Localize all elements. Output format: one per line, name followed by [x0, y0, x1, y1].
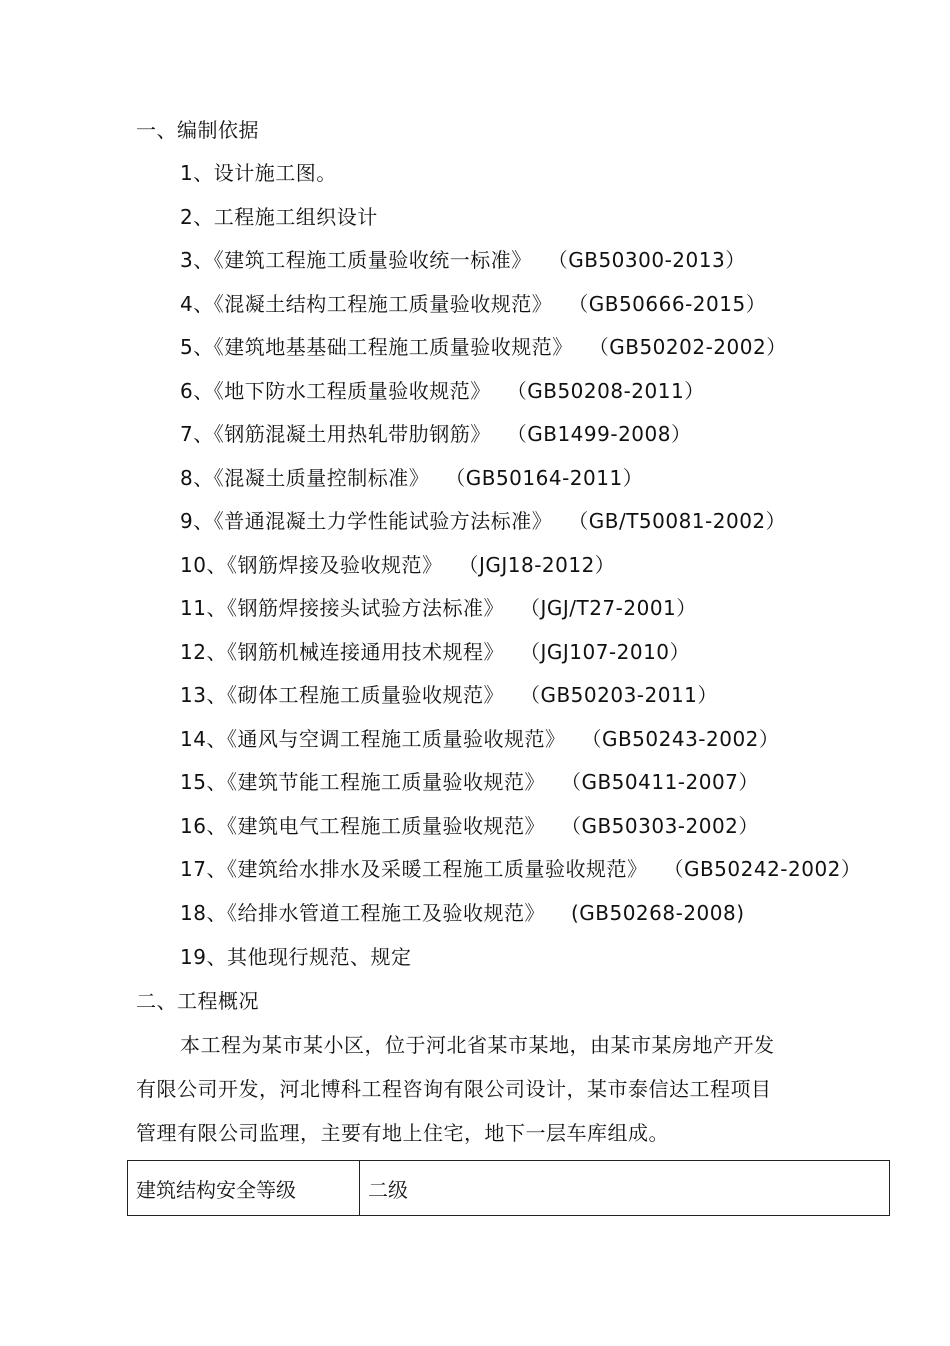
- standard-code: （JGJ107-2010）: [529, 640, 691, 664]
- standard-code: （GB50242-2002）: [673, 857, 862, 881]
- standard-code: (GB50268-2008): [570, 901, 745, 925]
- basis-item-3: 3、《建筑工程施工质量验收统一标准》 （GB50300-2013）: [180, 248, 746, 272]
- standard-code: （GB50243-2002）: [591, 727, 780, 751]
- basis-item-18: 18、《给排水管道工程施工及验收规范》 (GB50268-2008): [180, 901, 745, 925]
- standard-code: （JGJ18-2012）: [468, 553, 616, 577]
- basis-item-14: 14、《通风与空调工程施工质量验收规范》 （GB50243-2002）: [180, 727, 780, 751]
- basis-item-8: 8、《混凝土质量控制标准》 （GB50164-2011）: [180, 466, 644, 490]
- standard-code: （JGJ/T27-2001）: [529, 596, 697, 620]
- overview-paragraph-line-1: 本工程为某市某小区，位于河北省某市某地，由某市某房地产开发: [180, 1033, 775, 1057]
- basis-item-10: 10、《钢筋焊接及验收规范》 （JGJ18-2012）: [180, 553, 616, 577]
- standard-code: （GB50202-2002）: [598, 335, 787, 359]
- standard-code: （GB50300-2013）: [557, 248, 746, 272]
- table-label-cell: 建筑结构安全等级: [128, 1161, 360, 1216]
- basis-item-15: 15、《建筑节能工程施工质量验收规范》 （GB50411-2007）: [180, 770, 759, 794]
- section-heading-basis: 一、编制依据: [136, 118, 259, 142]
- standard-code: （GB50164-2011）: [455, 466, 644, 490]
- basis-item-6: 6、《地下防水工程质量验收规范》 （GB50208-2011）: [180, 379, 705, 403]
- basis-item-7: 7、《钢筋混凝土用热轧带肋钢筋》 （GB1499-2008）: [180, 422, 692, 446]
- section-heading-overview: 二、工程概况: [136, 989, 259, 1013]
- basis-item-2: 2、工程施工组织设计: [180, 205, 378, 229]
- project-info-table: [127, 1160, 890, 1216]
- basis-item-1: 1、设计施工图。: [180, 161, 337, 185]
- standard-code: （GB50666-2015）: [578, 292, 767, 316]
- standard-code: （GB/T50081-2002）: [578, 509, 787, 533]
- basis-item-19: 19、其他现行规范、规定: [180, 945, 412, 969]
- standard-code: （GB1499-2008）: [516, 422, 692, 446]
- basis-item-16: 16、《建筑电气工程施工质量验收规范》 （GB50303-2002）: [180, 814, 759, 838]
- basis-item-4: 4、《混凝土结构工程施工质量验收规范》 （GB50666-2015）: [180, 292, 767, 316]
- table-value-cell: 二级: [360, 1161, 890, 1216]
- overview-paragraph-line-3: 管理有限公司监理，主要有地上住宅，地下一层车库组成。: [136, 1121, 669, 1145]
- standard-code: （GB50203-2011）: [529, 683, 718, 707]
- basis-item-9: 9、《普通混凝土力学性能试验方法标准》 （GB/T50081-2002）: [180, 509, 787, 533]
- standard-code: （GB50411-2007）: [570, 770, 759, 794]
- standard-code: （GB50303-2002）: [570, 814, 759, 838]
- overview-paragraph-line-2: 有限公司开发，河北博科工程咨询有限公司设计，某市泰信达工程项目: [136, 1077, 772, 1101]
- basis-item-13: 13、《砌体工程施工质量验收规范》 （GB50203-2011）: [180, 683, 718, 707]
- standard-code: （GB50208-2011）: [516, 379, 705, 403]
- basis-item-11: 11、《钢筋焊接接头试验方法标准》 （JGJ/T27-2001）: [180, 596, 697, 620]
- table-row: [128, 1161, 890, 1216]
- basis-item-12: 12、《钢筋机械连接通用技术规程》 （JGJ107-2010）: [180, 640, 691, 664]
- basis-item-5: 5、《建筑地基基础工程施工质量验收规范》 （GB50202-2002）: [180, 335, 787, 359]
- basis-item-17: 17、《建筑给水排水及采暖工程施工质量验收规范》 （GB50242-2002）: [180, 857, 862, 881]
